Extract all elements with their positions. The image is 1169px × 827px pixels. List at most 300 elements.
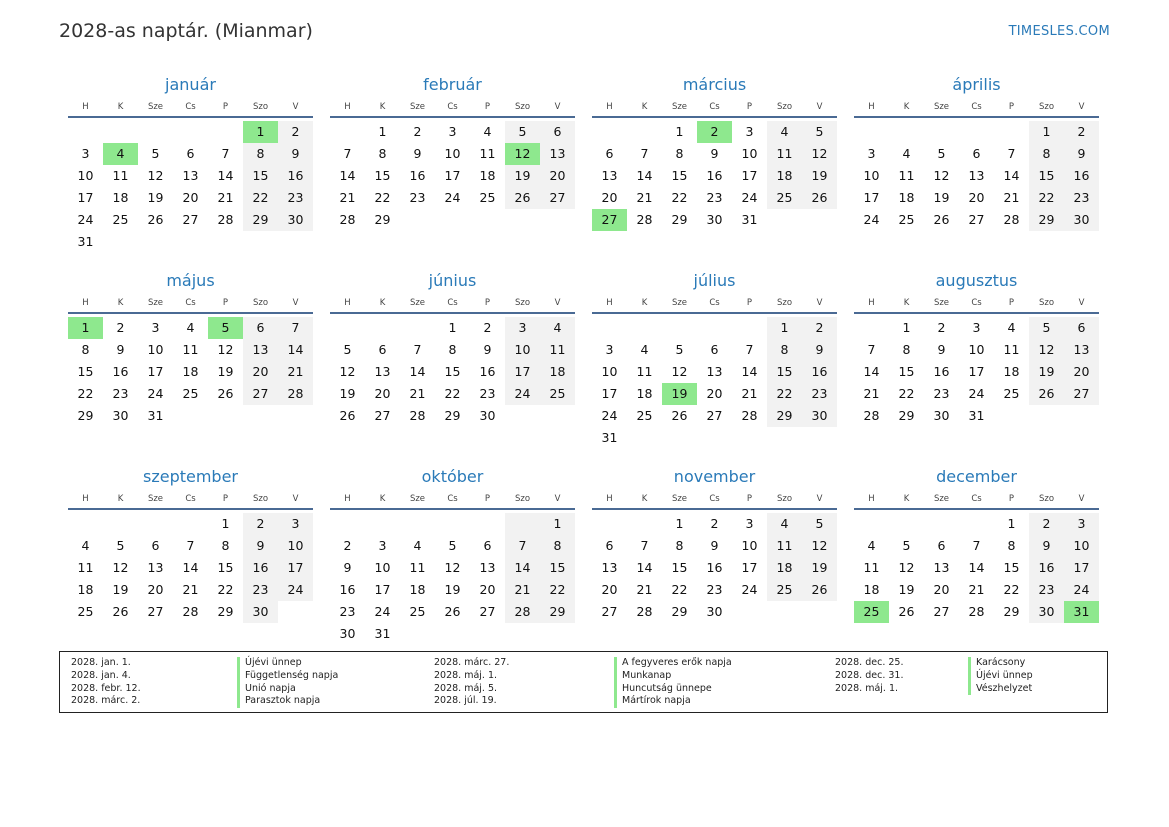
empty-day-cell [627,121,662,143]
month-block [592,270,837,466]
weekday-label: V [1078,102,1085,112]
day-cell: 16 [1064,165,1099,187]
day-cell: 5 [343,342,352,357]
legend-date: 2028. dec. 25. [835,657,904,668]
day-cell: 30 [278,209,313,231]
day-cell: 12 [933,168,950,183]
weekday-label: H [344,494,351,504]
day-cell: 1 [1007,516,1016,531]
day-cell: 23 [339,604,356,619]
empty-day-cell [330,121,365,143]
day-cell: 22 [898,386,915,401]
weekday-label: V [816,102,823,112]
day-cell: 19 [112,582,129,597]
day-cell: 6 [243,317,278,339]
day-cell: 19 [802,557,837,579]
day-cell: 2 [710,516,719,531]
day-cell: 18 [409,582,426,597]
day-cell: 28 [217,212,234,227]
day-cell: 26 [802,579,837,601]
day-cell: 17 [741,560,758,575]
empty-day-cell [435,623,470,645]
weekday-header-row [68,490,313,510]
weekday-label: P [222,102,229,112]
legend-dates-col-2 [434,657,509,708]
weekday-label: Szo [514,102,531,112]
day-cell: 20 [601,582,618,597]
day-cell: 9 [710,146,719,161]
day-cell: 22 [444,386,461,401]
day-cell: 30 [802,405,837,427]
day-cell: 6 [540,121,575,143]
day-cell: 31 [741,212,758,227]
day-cell: 27 [706,408,723,423]
empty-day-cell [994,121,1029,143]
day-cell: 19 [147,190,164,205]
empty-day-cell [243,405,278,427]
day-cell: 2 [1064,121,1099,143]
day-cell: 14 [505,557,540,579]
day-cell: 7 [972,538,981,553]
day-cell: 23 [409,190,426,205]
day-cell: 3 [867,146,876,161]
day-cell: 21 [968,582,985,597]
day-cell: 26 [339,408,356,423]
day-cell: 20 [147,582,164,597]
legend-date: 2028. dec. 31. [835,669,904,681]
legend-date: 2028. jan. 1. [71,657,131,668]
day-cell: 20 [1064,361,1099,383]
empty-day-cell [505,209,540,231]
day-cell: 22 [374,190,391,205]
day-cell: 21 [278,361,313,383]
weekday-label: V [1078,298,1085,308]
weekday-label: Cs [447,102,458,112]
day-cell: 12 [444,560,461,575]
day-cell: 31 [147,408,164,423]
day-cell: 13 [1064,339,1099,361]
day-cell: 29 [767,405,802,427]
day-cell: 12 [217,342,234,357]
weekday-label: Szo [514,298,531,308]
day-cell: 5 [151,146,160,161]
day-cell: 22 [671,582,688,597]
day-cell: 30 [112,408,129,423]
weekday-header-row [68,294,313,314]
holiday-day-cell: 27 [592,209,627,231]
day-cell: 29 [898,408,915,423]
holiday-day-cell: 1 [68,317,103,339]
day-cell: 11 [863,560,880,575]
empty-day-cell [854,513,889,535]
day-cell: 19 [1029,361,1064,383]
day-cell: 23 [706,582,723,597]
legend-holiday-name: Karácsony [968,657,1033,670]
day-cell: 23 [278,187,313,209]
day-cell: 6 [972,146,981,161]
empty-day-cell [767,209,802,231]
empty-day-cell [592,317,627,339]
month-name: július [693,271,736,290]
month-name: február [423,75,482,94]
day-cell: 14 [409,364,426,379]
day-cell: 1 [378,124,387,139]
day-cell: 25 [767,579,802,601]
day-cell: 4 [867,538,876,553]
day-cell: 5 [937,146,946,161]
empty-day-cell [889,513,924,535]
day-cell: 17 [1064,557,1099,579]
day-cell: 27 [1064,383,1099,405]
weekday-label: P [222,298,229,308]
days-grid [330,513,575,645]
day-cell: 20 [706,386,723,401]
day-cell: 5 [116,538,125,553]
weekday-label: Cs [447,298,458,308]
day-cell: 10 [278,535,313,557]
empty-day-cell [173,405,208,427]
day-cell: 10 [741,146,758,161]
day-cell: 13 [540,143,575,165]
day-cell: 5 [802,121,837,143]
day-cell: 20 [182,190,199,205]
day-cell: 11 [898,168,915,183]
day-cell: 24 [863,212,880,227]
day-cell: 6 [378,342,387,357]
day-cell: 3 [81,146,90,161]
month-block [330,466,575,662]
empty-day-cell [173,513,208,535]
weekday-label: K [379,298,386,308]
legend-date: 2028. márc. 27. [434,657,510,668]
day-cell: 18 [898,190,915,205]
day-cell: 6 [483,538,492,553]
day-cell: 29 [1029,209,1064,231]
day-cell: 18 [540,361,575,383]
empty-day-cell [627,513,662,535]
holiday-day-cell: 5 [208,317,243,339]
day-cell: 8 [767,339,802,361]
day-cell: 15 [217,560,234,575]
day-cell: 11 [77,560,94,575]
empty-day-cell [173,231,208,253]
day-cell: 29 [444,408,461,423]
day-cell: 9 [802,339,837,361]
weekday-label: Szo [252,298,269,308]
empty-day-cell [697,317,732,339]
day-cell: 15 [898,364,915,379]
day-cell: 15 [671,560,688,575]
day-cell: 14 [182,560,199,575]
day-cell: 27 [601,604,618,619]
empty-day-cell [959,513,994,535]
weekday-label: V [816,298,823,308]
day-cell: 25 [409,604,426,619]
day-cell: 4 [540,317,575,339]
weekday-label: H [344,298,351,308]
weekday-label: Szo [252,102,269,112]
day-cell: 27 [374,408,391,423]
empty-day-cell [732,317,767,339]
day-cell: 25 [540,383,575,405]
day-cell: 10 [77,168,94,183]
legend-names-col-1 [237,657,338,708]
weekday-label: Szo [1038,494,1055,504]
day-cell: 11 [636,364,653,379]
day-cell: 14 [217,168,234,183]
day-cell: 28 [968,604,985,619]
day-cell: 18 [863,582,880,597]
day-cell: 8 [448,342,457,357]
weekday-label: H [82,494,89,504]
day-cell: 31 [77,234,94,249]
holiday-day-cell: 25 [854,601,889,623]
empty-day-cell [68,513,103,535]
day-cell: 11 [182,342,199,357]
day-cell: 9 [116,342,125,357]
day-cell: 25 [767,187,802,209]
day-cell: 23 [479,386,496,401]
empty-day-cell [959,121,994,143]
day-cell: 2 [243,513,278,535]
day-cell: 17 [505,361,540,383]
month-name: március [682,75,747,94]
day-cell: 10 [444,146,461,161]
empty-day-cell [732,427,767,449]
empty-day-cell [540,209,575,231]
day-cell: 16 [706,168,723,183]
day-cell: 8 [902,342,911,357]
day-cell: 7 [186,538,195,553]
month-name: november [673,467,756,486]
day-cell: 11 [767,143,802,165]
day-cell: 11 [409,560,426,575]
weekday-label: V [816,494,823,504]
legend-holiday-name: Függetlenség napja [237,670,338,683]
holiday-day-cell: 19 [662,383,697,405]
empty-day-cell [1064,405,1099,427]
weekday-label: K [903,298,910,308]
empty-day-cell [208,231,243,253]
month-name: május [166,271,215,290]
weekday-label: H [606,102,613,112]
weekday-label: V [554,298,561,308]
weekday-label: P [746,102,753,112]
weekday-label: Cs [709,494,720,504]
weekday-label: P [222,494,229,504]
day-cell: 18 [182,364,199,379]
weekday-label: P [746,298,753,308]
day-cell: 29 [540,601,575,623]
day-cell: 24 [968,386,985,401]
legend-holiday-name: Mártírok napja [614,695,732,708]
empty-day-cell [400,623,435,645]
page-title: 2028-as naptár. (Mianmar) [59,20,313,42]
day-cell: 2 [802,317,837,339]
empty-day-cell [540,405,575,427]
day-cell: 27 [540,187,575,209]
empty-day-cell [854,121,889,143]
weekday-label: P [1008,298,1015,308]
day-cell: 3 [1064,513,1099,535]
weekday-label: V [554,494,561,504]
month-block [854,74,1099,270]
day-cell: 28 [339,212,356,227]
day-cell: 7 [1007,146,1016,161]
holiday-day-cell: 31 [1064,601,1099,623]
empty-day-cell [138,231,173,253]
weekday-label: Sze [147,494,164,504]
month-block [854,270,1099,466]
day-cell: 7 [640,146,649,161]
empty-day-cell [1029,405,1064,427]
day-cell: 21 [505,579,540,601]
day-cell: 2 [116,320,125,335]
weekday-label: P [1008,102,1015,112]
day-cell: 23 [112,386,129,401]
day-cell: 12 [898,560,915,575]
day-cell: 28 [505,601,540,623]
day-cell: 23 [243,579,278,601]
day-cell: 31 [601,430,618,445]
empty-day-cell [400,513,435,535]
days-grid [854,317,1099,427]
day-cell: 27 [479,604,496,619]
weekday-label: H [82,102,89,112]
day-cell: 29 [671,212,688,227]
weekday-label: Cs [447,494,458,504]
day-cell: 1 [902,320,911,335]
day-cell: 20 [968,190,985,205]
empty-day-cell [889,121,924,143]
legend-names-col-2 [614,657,732,708]
day-cell: 1 [540,513,575,535]
day-cell: 28 [409,408,426,423]
month-name: június [428,271,477,290]
day-cell: 28 [863,408,880,423]
day-cell: 27 [933,604,950,619]
day-cell: 9 [483,342,492,357]
day-cell: 23 [1064,187,1099,209]
day-cell: 11 [112,168,129,183]
weekday-label: P [1008,494,1015,504]
weekday-header-row [330,490,575,510]
day-cell: 16 [339,582,356,597]
day-cell: 12 [147,168,164,183]
day-cell: 28 [182,604,199,619]
day-cell: 17 [444,168,461,183]
calendar-grid [68,74,1102,662]
day-cell: 8 [1007,538,1016,553]
holiday-day-cell: 2 [697,121,732,143]
empty-day-cell [592,513,627,535]
days-grid [68,513,313,623]
weekday-label: K [641,102,648,112]
empty-day-cell [802,209,837,231]
days-grid [592,513,837,623]
day-cell: 26 [112,604,129,619]
day-cell: 21 [217,190,234,205]
day-cell: 4 [186,320,195,335]
empty-day-cell [173,121,208,143]
empty-day-cell [278,405,313,427]
day-cell: 14 [863,364,880,379]
weekday-label: Cs [709,102,720,112]
day-cell: 13 [147,560,164,575]
day-cell: 22 [767,383,802,405]
day-cell: 7 [343,146,352,161]
legend-names-col-3 [968,657,1033,695]
weekday-header-row [854,294,1099,314]
day-cell: 24 [741,582,758,597]
day-cell: 3 [378,538,387,553]
day-cell: 21 [741,386,758,401]
month-block [854,466,1099,662]
month-block [68,466,313,662]
day-cell: 21 [636,582,653,597]
empty-day-cell [994,405,1029,427]
weekday-label: P [484,298,491,308]
weekday-label: V [292,102,299,112]
legend-holiday-name: Huncutság ünnepe [614,683,732,696]
day-cell: 2 [1029,513,1064,535]
empty-day-cell [470,209,505,231]
day-cell: 3 [745,124,754,139]
day-cell: 13 [933,560,950,575]
weekday-label: P [484,102,491,112]
day-cell: 29 [243,209,278,231]
day-cell: 12 [339,364,356,379]
weekday-label: P [484,494,491,504]
day-cell: 6 [1064,317,1099,339]
day-cell: 29 [671,604,688,619]
empty-day-cell [697,427,732,449]
weekday-label: Cs [185,298,196,308]
day-cell: 6 [937,538,946,553]
day-cell: 28 [636,212,653,227]
day-cell: 9 [1064,143,1099,165]
holiday-day-cell: 12 [505,143,540,165]
weekday-label: K [641,298,648,308]
day-cell: 9 [343,560,352,575]
day-cell: 4 [767,121,802,143]
empty-day-cell [435,513,470,535]
weekday-label: H [868,102,875,112]
day-cell: 17 [863,190,880,205]
weekday-label: Sze [147,298,164,308]
empty-day-cell [365,513,400,535]
month-block [592,466,837,662]
day-cell: 4 [413,538,422,553]
weekday-label: H [868,494,875,504]
weekday-label: Szo [776,298,793,308]
brand-link[interactable]: TIMESLES.COM [1008,24,1110,39]
day-cell: 8 [378,146,387,161]
day-cell: 26 [898,604,915,619]
day-cell: 11 [540,339,575,361]
legend-dates-col-1 [71,657,141,708]
day-cell: 3 [505,317,540,339]
weekday-label: Sze [933,102,950,112]
day-cell: 5 [902,538,911,553]
legend-date: 2028. máj. 1. [835,682,899,694]
day-cell: 8 [243,143,278,165]
days-grid [854,121,1099,231]
days-grid [330,121,575,231]
day-cell: 27 [182,212,199,227]
empty-day-cell [592,121,627,143]
day-cell: 25 [479,190,496,205]
